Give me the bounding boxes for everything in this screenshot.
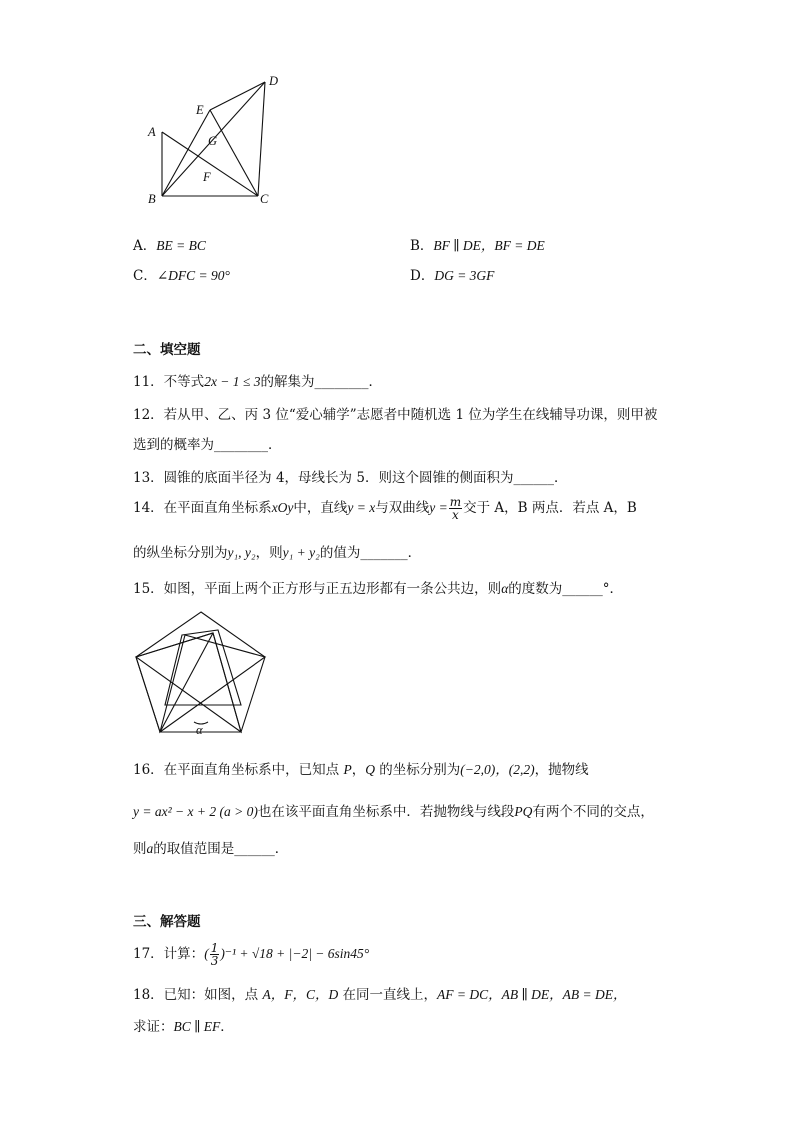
option-b-letter: B． xyxy=(410,238,434,254)
question-11: 11．不等式2x − 1 ≤ 3的解集为________． xyxy=(133,374,382,390)
question-12-line2: 选到的概率为________． xyxy=(133,437,282,453)
option-b-text: BF ∥ DE，BF = DE xyxy=(433,238,545,253)
label-G: G xyxy=(208,134,218,148)
pentagon-squares-figure xyxy=(130,605,275,740)
label-E: E xyxy=(196,103,204,117)
q17-fraction: $\frac{1}{3}$ xyxy=(210,941,219,968)
geometry-figure-1 xyxy=(140,70,300,210)
question-16-line2: y = ax² − x + 2 (a > 0)也在该平面直角坐标系中．若抛物线与线段PQ有两个不同的交点， xyxy=(133,804,654,820)
section-title-fill-in: 二、填空题 xyxy=(133,342,201,358)
q11-math: 2x − 1 ≤ 3 xyxy=(204,374,261,389)
question-16-line1: 16．在平面直角坐标系中，已知点 P，Q 的坐标分别为(−2,0)，(2,2)，抛物线 xyxy=(133,762,589,778)
option-a[interactable] xyxy=(133,234,206,254)
hyperbola-fraction: $\frac{m}{x}$ xyxy=(449,495,462,522)
question-18-line1: 18．已知：如图，点 A，F，C，D 在同一直线上，AF = DC，AB ∥ DE，AB = DE， xyxy=(133,987,627,1003)
label-D: D xyxy=(269,74,279,88)
question-15: 15．如图，平面上两个正方形与正五边形都有一条公共边，则α的度数为______°． xyxy=(133,581,624,597)
option-a-text: BE = BC xyxy=(156,238,206,253)
option-d-text: DG = 3GF xyxy=(434,268,495,283)
option-a-letter: A． xyxy=(133,238,157,254)
option-d[interactable] xyxy=(410,264,494,284)
question-12-line1: 12．若从甲、乙、丙 3 位“爱心辅学”志愿者中随机选 1 位为学生在线辅导功课，则甲被 xyxy=(133,407,658,423)
question-18-line2: 求证：BC ∥ EF． xyxy=(133,1019,234,1035)
label-C: C xyxy=(260,192,269,206)
option-d-letter: D． xyxy=(410,268,435,284)
option-b[interactable] xyxy=(410,234,545,254)
option-c-letter: C． xyxy=(133,268,157,284)
label-B: B xyxy=(148,192,156,206)
question-14-line2: 的纵坐标分别为y₁, y₂，则y₁ + y₂的值为_______． xyxy=(133,545,422,561)
alpha-label: α xyxy=(196,723,203,737)
label-F: F xyxy=(203,170,211,184)
question-14-line1: 14．在平面直角坐标系xOy中，直线y = x与双曲线y = $\frac{m}{x}$ 交于 A，B 两点．若点 A，B xyxy=(133,495,637,522)
section-title-solutions: 三、解答题 xyxy=(133,914,201,930)
question-16-line3: 则a的取值范围是______． xyxy=(133,841,289,857)
label-A: A xyxy=(148,125,156,139)
question-13: 13．圆锥的底面半径为 4，母线长为 5．则这个圆锥的侧面积为______． xyxy=(133,470,568,486)
option-c[interactable] xyxy=(133,264,230,284)
question-17: 17．计算：( $\frac{1}{3}$ )⁻¹ + √18 + |−2| − 6sin45° xyxy=(133,941,370,968)
option-c-text: ∠DFC = 90° xyxy=(156,268,230,283)
